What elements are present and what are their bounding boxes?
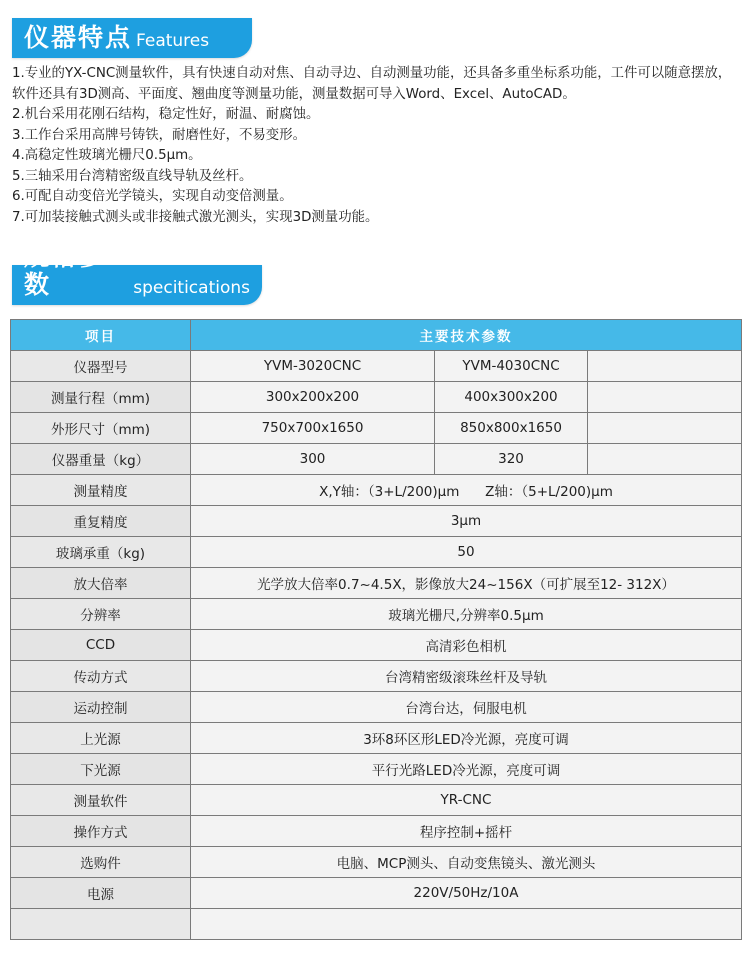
row-value-b: YVM-4030CNC [435, 351, 588, 382]
row-label: 下光源 [11, 754, 191, 785]
row-label: 仪器重量（kg） [11, 444, 191, 475]
feature-item-6: 6.可配自动变倍光学镜头，实现自动变倍测量。 [12, 189, 293, 204]
row-value-a: 300x200x200 [191, 382, 435, 413]
feature-item-7: 7.可加装接触式测头或非接触式激光测头，实现3D测量功能。 [12, 209, 379, 225]
row-value [191, 909, 742, 940]
row-value: 3环8环区形LED冷光源，亮度可调 [191, 723, 742, 754]
row-value: 3μm [191, 506, 742, 537]
table-row [11, 382, 742, 413]
row-label: 仪器型号 [11, 351, 191, 382]
table-row [11, 475, 742, 506]
row-label [11, 909, 191, 940]
row-value: 玻璃光栅尺,分辨率0.5μm [191, 599, 742, 630]
row-value: 电脑、MCP测头、自动变焦镜头、激光测头 [191, 847, 742, 878]
table-row [11, 444, 742, 475]
table-row [11, 878, 742, 909]
table-row [11, 506, 742, 537]
row-value-a: YVM-3020CNC [191, 351, 435, 382]
row-label: 测量软件 [11, 785, 191, 816]
row-value: 台湾台达，伺服电机 [191, 692, 742, 723]
table-row [11, 537, 742, 568]
row-value: X,Y轴：（3+L/200)μm Z轴：（5+L/200)μm [191, 475, 742, 506]
row-value-b: 400x300x200 [435, 382, 588, 413]
features-header-zh: 仪器特点 [24, 23, 133, 52]
table-row [11, 568, 742, 599]
row-label: 测量精度 [11, 475, 191, 506]
row-label: 分辨率 [11, 599, 191, 630]
table-row [11, 816, 742, 847]
row-value-b: 850x800x1650 [435, 413, 588, 444]
row-label: 上光源 [11, 723, 191, 754]
spec-table [10, 319, 742, 940]
row-value: YR-CNC [191, 785, 742, 816]
row-value-c [588, 351, 742, 382]
feature-item-5: 5.三轴采用台湾精密级直线导轨及丝杆。 [12, 168, 253, 184]
row-value: 220V/50Hz/10A [191, 878, 742, 909]
specs-section-header [12, 242, 262, 305]
table-row [11, 661, 742, 692]
features-list [12, 64, 740, 228]
feature-item-1: 1.专业的YX-CNC测量软件，具有快速自动对焦、自动寻边、自动测量功能，还具备多重坐标系功能，工件可以随意摆放，软件还具有3D测高、平面度、翘曲度等测量功能，测量数据可导入Word、Excel、AutoCAD。 [12, 66, 732, 102]
header-params: 主要技术参数 [191, 320, 742, 351]
table-row [11, 630, 742, 661]
row-label: 电源 [11, 878, 191, 909]
row-value-b: 320 [435, 444, 588, 475]
row-value-c [588, 382, 742, 413]
specs-header-zh: 规格参数 [24, 242, 106, 299]
row-value: 光学放大倍率0.7~4.5X，影像放大24~156X（可扩展至12- 312X） [191, 568, 742, 599]
features-header-en: Features [136, 31, 210, 51]
row-value: 台湾精密级滚珠丝杆及导轨 [191, 661, 742, 692]
table-row [11, 723, 742, 754]
row-label: 测量行程（mm) [11, 382, 191, 413]
table-row [11, 847, 742, 878]
table-row [11, 754, 742, 785]
features-section-header [12, 18, 252, 58]
table-row [11, 909, 742, 940]
table-row [11, 785, 742, 816]
row-value-c [588, 444, 742, 475]
specs-header-en: specitications [133, 278, 250, 298]
spec-table-header [11, 320, 742, 351]
row-value: 平行光路LED冷光源，亮度可调 [191, 754, 742, 785]
feature-item-3: 3.工作台采用高牌号铸铁，耐磨性好，不易变形。 [12, 127, 306, 143]
row-value: 程序控制+摇杆 [191, 816, 742, 847]
row-value-c [588, 413, 742, 444]
row-label: 重复精度 [11, 506, 191, 537]
row-value: 50 [191, 537, 742, 568]
table-row [11, 599, 742, 630]
row-label: 操作方式 [11, 816, 191, 847]
header-item: 项目 [11, 320, 191, 351]
feature-item-2: 2.机台采用花刚石结构，稳定性好，耐温、耐腐蚀。 [12, 107, 320, 122]
row-value: 高清彩色相机 [191, 630, 742, 661]
table-row [11, 351, 742, 382]
feature-item-4: 4.高稳定性玻璃光栅尺0.5μm。 [12, 148, 202, 163]
row-value-a: 300 [191, 444, 435, 475]
row-label: 玻璃承重（kg) [11, 537, 191, 568]
row-label: 选购件 [11, 847, 191, 878]
table-row [11, 692, 742, 723]
row-label: CCD [11, 630, 191, 661]
row-label: 运动控制 [11, 692, 191, 723]
row-label: 外形尺寸（mm) [11, 413, 191, 444]
row-value-a: 750x700x1650 [191, 413, 435, 444]
row-label: 放大倍率 [11, 568, 191, 599]
table-row [11, 413, 742, 444]
row-label: 传动方式 [11, 661, 191, 692]
